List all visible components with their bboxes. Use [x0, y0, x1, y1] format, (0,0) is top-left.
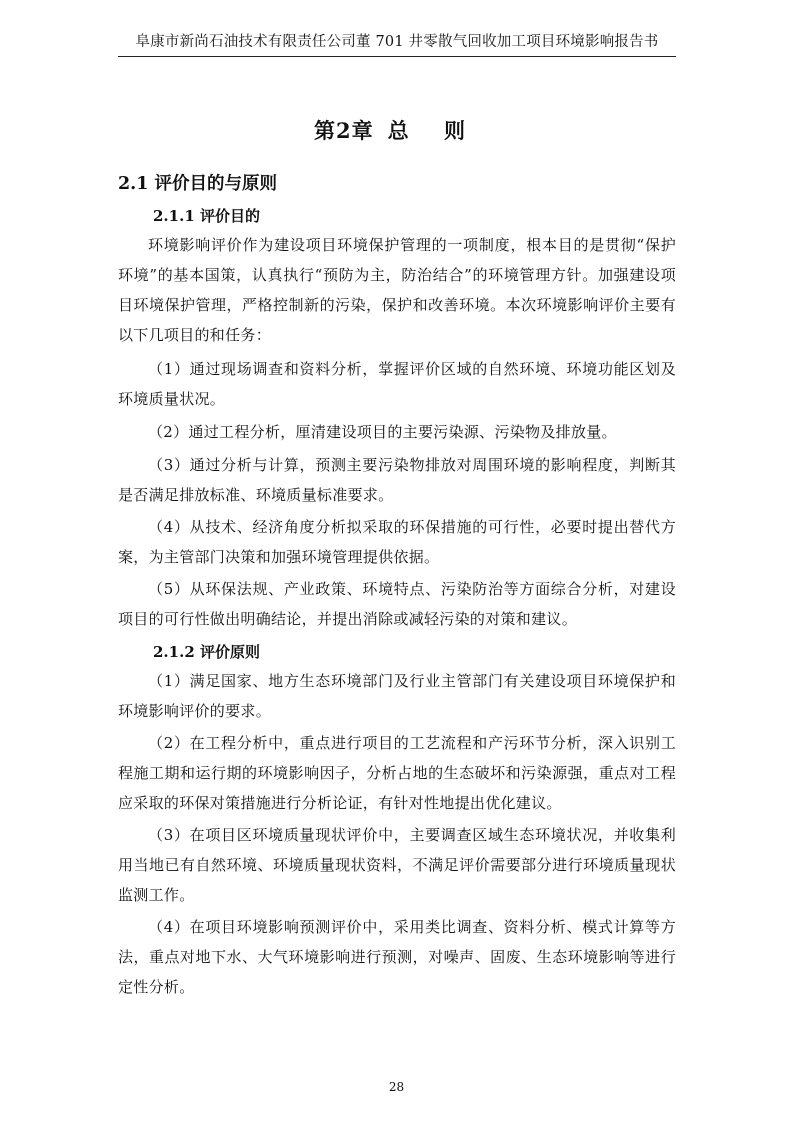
- subsection-heading-2-1-2: 2.1.2 评价原则: [153, 643, 260, 661]
- paragraph: 环境影响评价作为建设项目环境保护管理的一项制度，根本目的是贯彻“保护环境”的基本国策，认真执行“预防为主，防治结合”的环境管理方针。加强建设项目环境保护管理，严格控制新的污染，保护和改善环境。本次环境影响评价主要有以下几项目的和任务：: [118, 236, 676, 344]
- chapter-title: [0, 115, 793, 145]
- section-heading-2-1: 2.1 评价目的与原则: [118, 174, 278, 194]
- paragraph: （2）通过工程分析，厘清建设项目的主要污染源、污染物及排放量。: [148, 423, 617, 441]
- paragraph: （1）满足国家、地方生态环境部门及行业主管部门有关建设项目环境保护和环境影响评价的要求。: [118, 672, 676, 720]
- chapter-number: 第2章: [314, 118, 374, 143]
- header-divider: [118, 56, 676, 57]
- running-header: 阜康市新尚石油技术有限责任公司董 701 井零散气回收加工项目环境影响报告书: [135, 34, 659, 50]
- subsection-heading-2-1-1: 2.1.1 评价目的: [153, 207, 260, 225]
- paragraph: （4）从技术、经济角度分析拟采取的环保措施的可行性，必要时提出替代方案，为主管部门决策和加强环境管理提供依据。: [118, 518, 676, 566]
- paragraph: （5）从环保法规、产业政策、环境特点、污染防治等方面综合分析，对建设项目的可行性做出明确结论，并提出消除或减轻污染的对策和建议。: [118, 580, 676, 628]
- paragraph: （3）在项目区环境质量现状评价中，主要调查区域生态环境状况，并收集利用当地已有自然环境、环境质量现状资料，不满足评价需要部分进行环境质量现状监测工作。: [118, 826, 676, 904]
- page-number: 28: [388, 1080, 405, 1094]
- paragraph: （4）在项目环境影响预测评价中，采用类比调查、资料分析、模式计算等方法，重点对地下水、大气环境影响进行预测，对噪声、固废、生态环境影响等进行定性分析。: [118, 918, 676, 996]
- paragraph: （1）通过现场调查和资料分析，掌握评价区域的自然环境、环境功能区划及环境质量状况。: [118, 360, 676, 408]
- chapter-name: 总 则: [387, 118, 479, 143]
- paragraph: （3）通过分析与计算，预测主要污染物排放对周围环境的影响程度，判断其是否满足排放标准、环境质量标准要求。: [118, 456, 676, 504]
- paragraph: （2）在工程分析中，重点进行项目的工艺流程和产污环节分析，深入识别工程施工期和运行期的环境影响因子，分析占地的生态破坏和污染源强，重点对工程应采取的环保对策措施进行分析论证，有针对性地提出优化建议。: [118, 734, 676, 812]
